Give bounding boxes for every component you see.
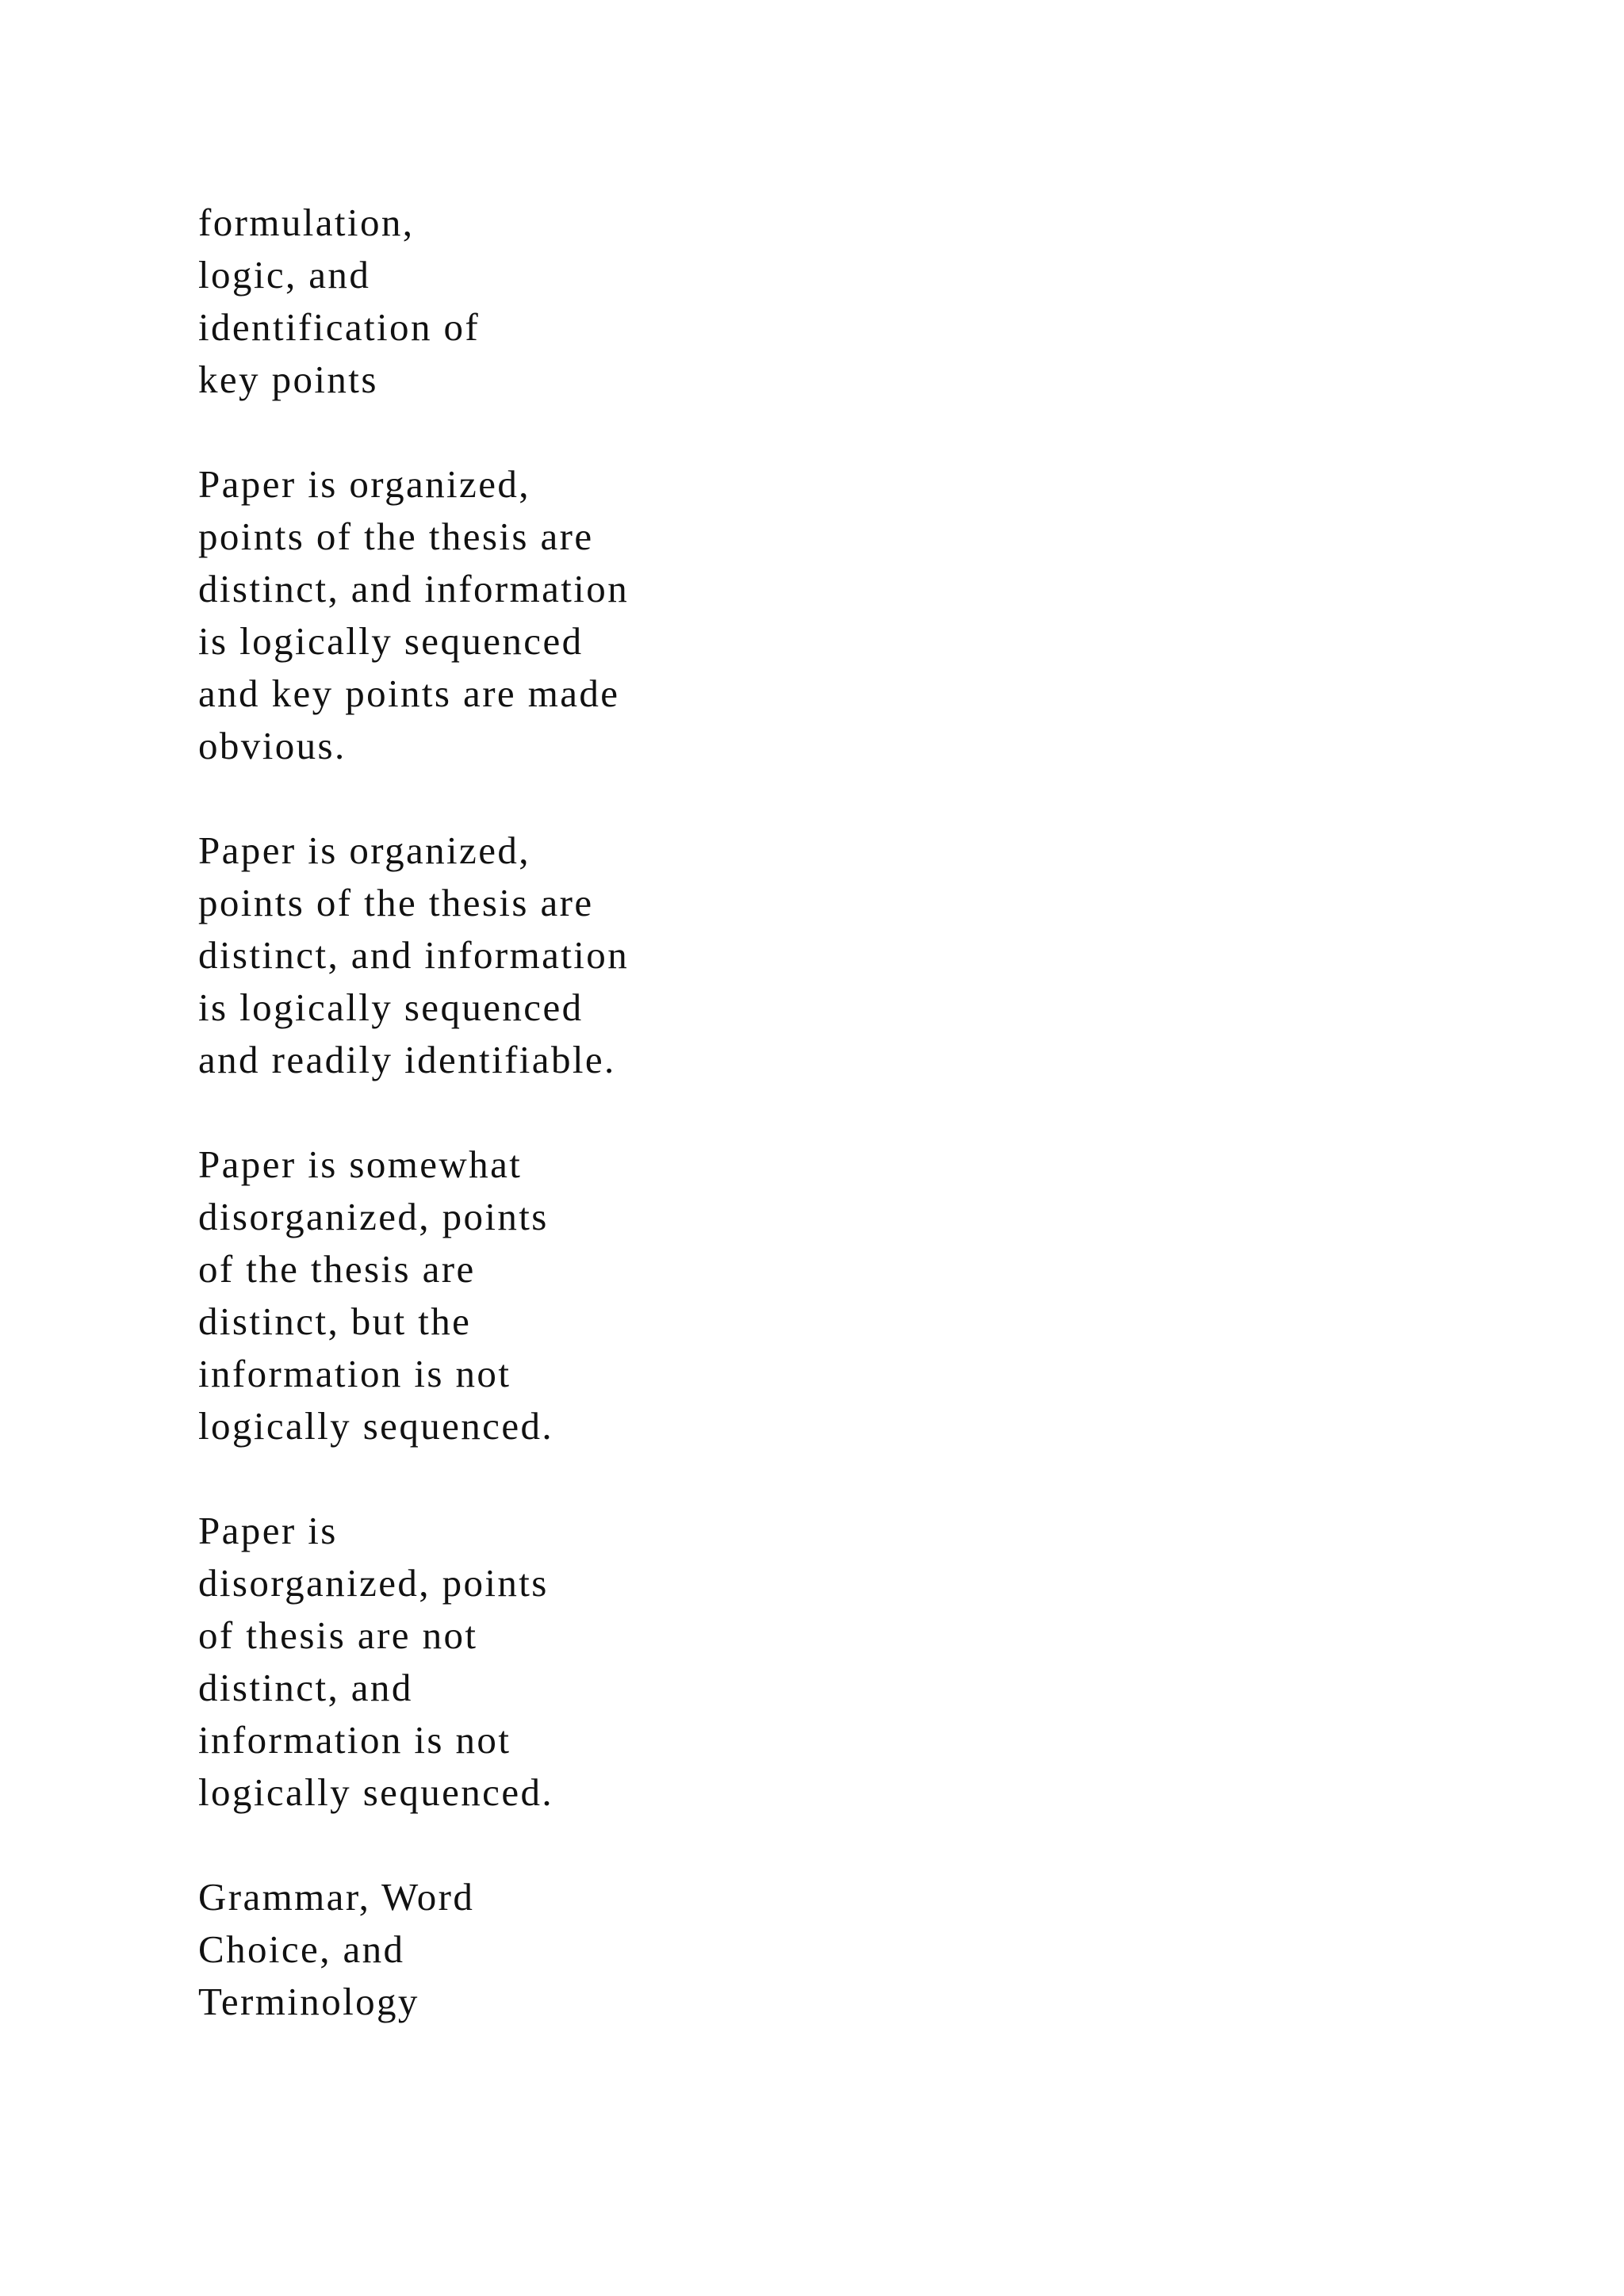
text-line: distinct, and information <box>198 933 630 977</box>
text-line: and readily identifiable. <box>198 1038 616 1081</box>
text-line: distinct, but the <box>198 1299 472 1343</box>
text-line: points of the thesis are <box>198 515 594 558</box>
text-line: Choice, and <box>198 1927 405 1971</box>
criterion-grammar-heading <box>198 1871 1150 2028</box>
criterion-organization-continued <box>198 197 1150 406</box>
text-line: Grammar, Word <box>198 1875 475 1919</box>
text-line: points of the thesis are <box>198 881 594 924</box>
text-line: information is not <box>198 1718 511 1762</box>
paragraph-gap <box>198 772 1150 825</box>
text-line: identification of <box>198 305 481 349</box>
rubric-text <box>198 197 1150 2028</box>
text-line: disorganized, points <box>198 1561 549 1605</box>
text-line: of thesis are not <box>198 1613 478 1657</box>
text-line: obvious. <box>198 724 347 767</box>
text-line: and key points are made <box>198 672 620 715</box>
text-line: of the thesis are <box>198 1247 476 1291</box>
text-line: logically sequenced. <box>198 1404 554 1448</box>
text-line: is logically sequenced <box>198 619 584 663</box>
paragraph-gap <box>198 1819 1150 1871</box>
text-line: logic, and <box>198 253 371 297</box>
level-description-proficient <box>198 825 1150 1086</box>
level-description-exemplary <box>198 458 1150 772</box>
text-line: is logically sequenced <box>198 985 584 1029</box>
text-line: Terminology <box>198 1980 419 2023</box>
text-line: information is not <box>198 1352 511 1395</box>
level-description-beginning <box>198 1505 1150 1819</box>
text-line: logically sequenced. <box>198 1770 554 1814</box>
text-line: key points <box>198 358 378 401</box>
text-line: distinct, and <box>198 1666 413 1709</box>
text-line: Paper is organized, <box>198 462 530 506</box>
text-line: Paper is somewhat <box>198 1142 523 1186</box>
text-line: distinct, and information <box>198 567 630 610</box>
paragraph-gap <box>198 1086 1150 1138</box>
paragraph-gap <box>198 406 1150 458</box>
text-line: disorganized, points <box>198 1195 549 1238</box>
text-line: Paper is organized, <box>198 828 530 872</box>
text-line: formulation, <box>198 201 415 244</box>
level-description-developing <box>198 1138 1150 1452</box>
text-line: Paper is <box>198 1509 338 1552</box>
paragraph-gap <box>198 1452 1150 1505</box>
